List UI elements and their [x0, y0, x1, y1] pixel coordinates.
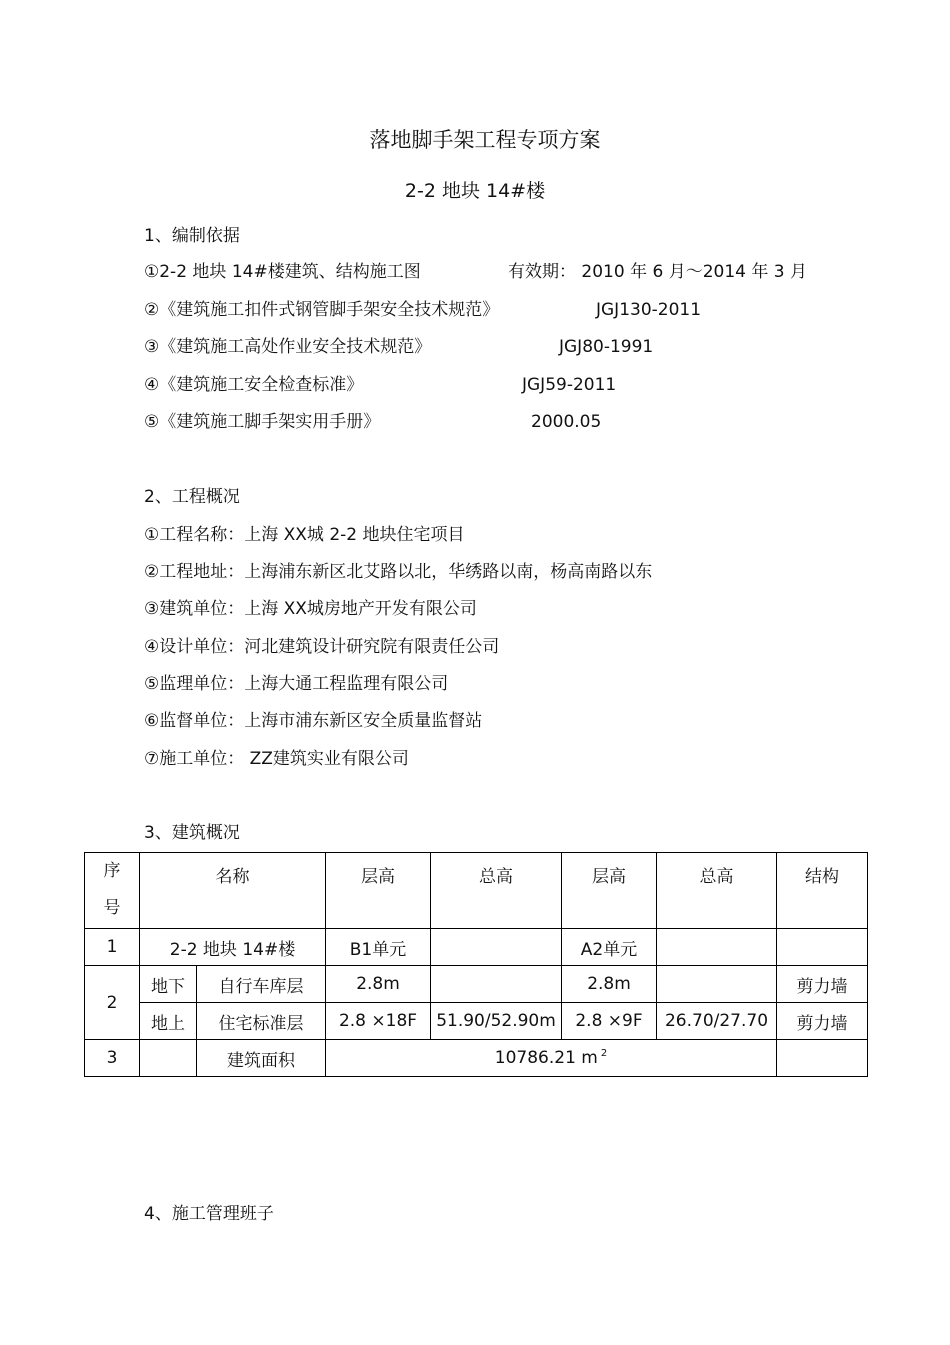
overview-item-1: ①工程名称：上海 XX城 2-2 地块住宅项目	[144, 525, 465, 545]
row3-seq: 3	[85, 1040, 140, 1077]
row2b-total-height-2: 26.70/27.70	[657, 1003, 777, 1040]
row1-seq: 1	[85, 929, 140, 966]
row2-seq: 2	[85, 966, 140, 1040]
header-structure: 结构	[777, 853, 868, 929]
row2a-total-height-2	[657, 966, 777, 1003]
header-total-height-1: 总高	[431, 853, 562, 929]
basis-item-5: ⑤《建筑施工脚手架实用手册》	[144, 412, 381, 432]
basis-item-2: ②《建筑施工扣件式钢管脚手架安全技术规范》	[144, 300, 500, 320]
table-row	[85, 1003, 868, 1040]
header-floor-height-1: 层高	[326, 853, 431, 929]
table-header-row	[85, 853, 868, 929]
header-total-height-2: 总高	[657, 853, 777, 929]
row2b-name: 住宅标准层	[197, 1003, 326, 1040]
header-floor-height-2: 层高	[562, 853, 657, 929]
basis-ref-4: JGJ59-2011	[522, 375, 617, 395]
building-overview-table	[84, 852, 868, 1077]
row3-empty	[140, 1040, 197, 1077]
basis-ref-5: 2000.05	[531, 412, 602, 432]
basis-item-4: ④《建筑施工安全检查标准》	[144, 375, 364, 395]
overview-item-5: ⑤监理单位：上海大通工程监理有限公司	[144, 674, 449, 694]
overview-item-2: ②工程地址：上海浦东新区北艾路以北，华绣路以南，杨高南路以东	[144, 562, 653, 582]
row1-empty-3	[777, 929, 868, 966]
overview-item-4: ④设计单位：河北建筑设计研究院有限责任公司	[144, 637, 500, 657]
basis-item-1: ①2-2 地块 14#楼建筑、结构施工图	[144, 262, 421, 282]
row2b-total-height-1: 51.90/52.90m	[431, 1003, 562, 1040]
basis-ref-3: JGJ80-1991	[559, 337, 654, 357]
row2b-floor-height-1: 2.8 ×18F	[326, 1003, 431, 1040]
overview-item-7: ⑦施工单位： ZZ建筑实业有限公司	[144, 749, 409, 769]
section4-heading: 4、施工管理班子	[144, 1204, 274, 1224]
table-row	[85, 966, 868, 1003]
row3-area-value: 10786.21 m $^2$	[326, 1040, 777, 1077]
row1-unit-a2: A2单元	[562, 929, 657, 966]
row1-unit-b1: B1单元	[326, 929, 431, 966]
table-row	[85, 929, 868, 966]
table-row	[85, 1040, 868, 1077]
basis-ref-2: JGJ130-2011	[596, 300, 702, 320]
row2a-level: 地下	[140, 966, 197, 1003]
row1-empty-2	[657, 929, 777, 966]
row2a-name: 自行车库层	[197, 966, 326, 1003]
section3-heading: 3、建筑概况	[144, 823, 240, 843]
row1-name: 2-2 地块 14#楼	[140, 929, 326, 966]
row2a-total-height-1	[431, 966, 562, 1003]
section1-heading: 1、编制依据	[144, 226, 240, 246]
overview-item-3: ③建筑单位：上海 XX城房地产开发有限公司	[144, 599, 477, 619]
row2b-level: 地上	[140, 1003, 197, 1040]
section2-heading: 2、工程概况	[144, 487, 240, 507]
area-unit-superscript: 2	[600, 1048, 608, 1059]
row2a-floor-height-1: 2.8m	[326, 966, 431, 1003]
document-title: 落地脚手架工程专项方案	[369, 128, 601, 152]
row2a-floor-height-2: 2.8m	[562, 966, 657, 1003]
row3-empty-2	[777, 1040, 868, 1077]
row1-empty-1	[431, 929, 562, 966]
row2b-floor-height-2: 2.8 ×9F	[562, 1003, 657, 1040]
row3-name: 建筑面积	[197, 1040, 326, 1077]
basis-ref-1: 有效期： 2010 年 6 月～2014 年 3 月	[508, 262, 807, 282]
basis-item-3: ③《建筑施工高处作业安全技术规范》	[144, 337, 432, 357]
document-subtitle: 2-2 地块 14#楼	[404, 180, 546, 202]
overview-item-6: ⑥监督单位：上海市浦东新区安全质量监督站	[144, 711, 483, 731]
row2a-structure: 剪力墙	[777, 966, 868, 1003]
header-name: 名称	[140, 853, 326, 929]
header-seq: 序 号	[85, 853, 140, 929]
row2b-structure: 剪力墙	[777, 1003, 868, 1040]
